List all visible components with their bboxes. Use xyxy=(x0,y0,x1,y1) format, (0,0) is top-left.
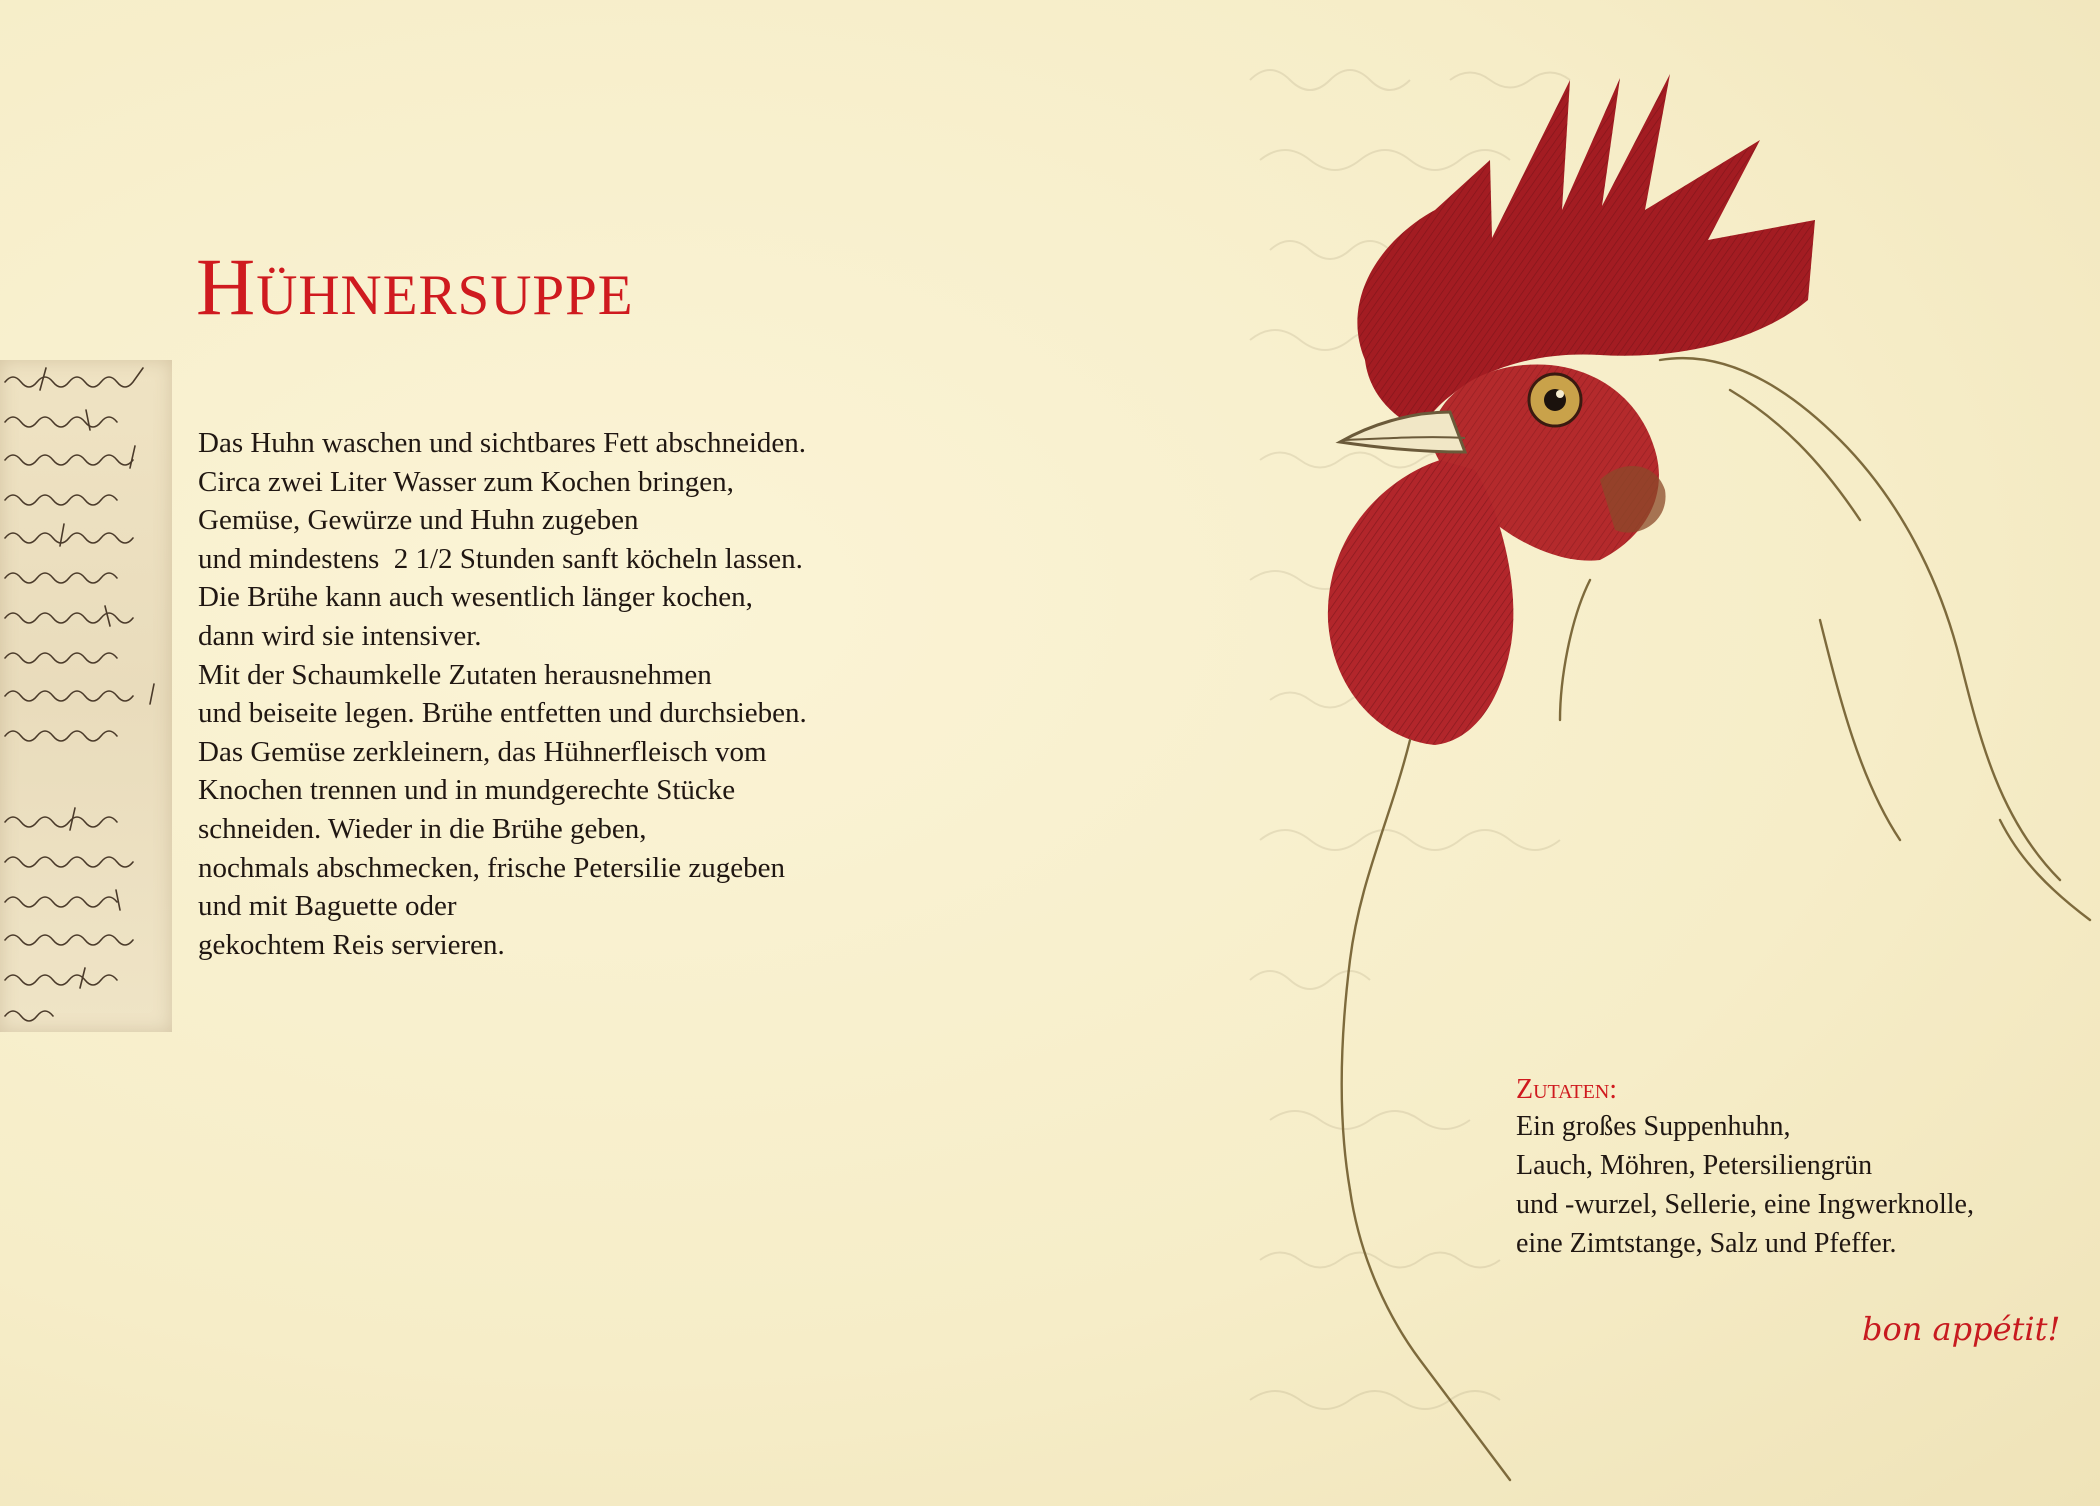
signoff-text: bon appétit! xyxy=(1862,1310,2061,1348)
method-line: dann wird sie intensiver. xyxy=(198,619,482,652)
ingredient-line: Lauch, Möhren, Petersiliengrün xyxy=(1516,1150,1873,1181)
rooster-beak xyxy=(1340,412,1465,452)
rooster-illustration xyxy=(1260,60,2100,1500)
method-line: Das Gemüse zerkleinern, das Hühnerfleisch vom xyxy=(198,735,767,768)
method-line: Gemüse, Gewürze und Huhn zugeben xyxy=(198,504,639,537)
method-line: schneiden. Wieder in die Brühe geben, xyxy=(198,812,647,845)
method-line: Circa zwei Liter Wasser zum Kochen bringen, xyxy=(198,465,734,498)
method-line: Knochen trennen und in mundgerechte Stücke xyxy=(198,774,736,807)
recipe-title: Hühnersuppe xyxy=(196,241,634,332)
method-line: nochmals abschmecken, frische Petersilie zugeben xyxy=(198,851,786,884)
method-line: und mindestens 2 1/2 Stunden sanft köcheln lassen. xyxy=(198,542,803,575)
ingredients-heading: Zutaten: xyxy=(1516,1074,1618,1105)
method-line: gekochtem Reis servieren. xyxy=(198,928,505,961)
method-line: Mit der Schaumkelle Zutaten herausnehmen xyxy=(198,658,712,691)
ingredient-line: und -wurzel, Sellerie, eine Ingwerknolle, xyxy=(1516,1189,1974,1220)
method-text xyxy=(198,424,858,964)
manuscript-script xyxy=(0,360,172,1032)
ingredients-block xyxy=(1516,1073,2056,1263)
method-line: Die Brühe kann auch wesentlich länger kochen, xyxy=(198,581,753,614)
handwritten-manuscript-strip xyxy=(0,360,172,1032)
ingredient-line: eine Zimtstange, Salz und Pfeffer. xyxy=(1516,1228,1897,1259)
method-line: Das Huhn waschen und sichtbares Fett abschneiden. xyxy=(198,427,807,459)
method-line: und beiseite legen. Brühe entfetten und durchsieben. xyxy=(198,697,807,730)
method-line: und mit Baguette oder xyxy=(198,890,457,923)
ingredient-line: Ein großes Suppenhuhn, xyxy=(1516,1111,1791,1142)
